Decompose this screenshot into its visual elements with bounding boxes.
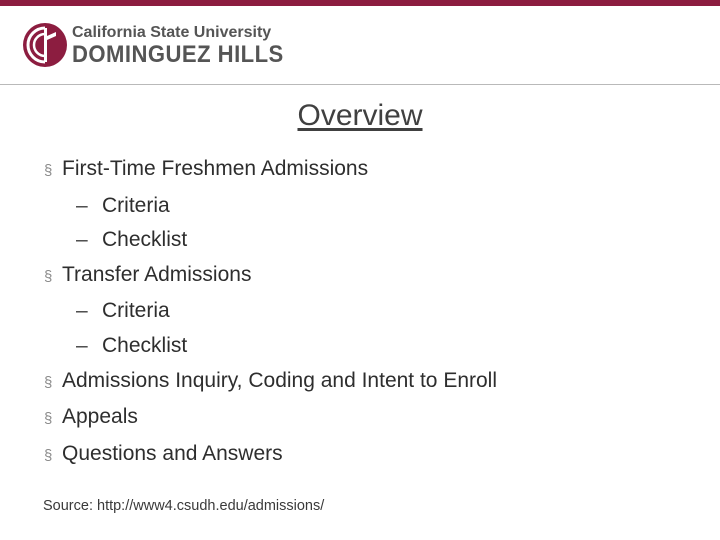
bullet-item [44,258,704,295]
bullet-marker: § [44,373,53,391]
bullet-text: Questions and Answers [62,441,283,465]
header-divider [0,84,720,85]
sub-bullet-item [44,294,704,329]
bullet-text: Appeals [62,405,138,429]
overview-bullet-list [44,152,704,473]
dash-marker: – [76,333,88,357]
bullet-text: Admissions Inquiry, Coding and Intent to Enroll [62,368,498,392]
bullet-marker: § [44,162,53,179]
slide-title: Overview [297,99,423,132]
bullet-item [44,437,704,474]
dash-marker: – [76,228,88,252]
bullet-text: Criteria [102,299,170,323]
sub-bullet-item [44,223,704,258]
bullet-text: Criteria [102,193,170,217]
university-seal-icon [22,22,68,68]
logo-text-dominguez-hills: DOMINGUEZ HILLS [72,41,284,68]
sub-bullet-item [44,189,704,224]
bullet-marker: § [44,446,53,464]
sub-bullet-item [44,329,704,364]
bullet-marker: § [44,410,53,428]
bullet-text: First-Time Freshmen Admissions [62,157,369,180]
dash-marker: – [76,193,88,217]
bullet-text: Checklist [102,333,188,357]
bullet-text: Transfer Admissions [62,262,252,286]
university-logo [22,22,284,70]
bullet-item [44,152,704,189]
logo-text-california-state-university: California State University [72,24,272,41]
bullet-marker: § [44,267,53,285]
brand-top-bar [0,0,720,6]
bullet-text: Checklist [102,228,188,252]
source-citation: Source: http://www4.csudh.edu/admissions/ [43,498,325,514]
bullet-item [44,400,704,437]
bullet-item [44,364,704,401]
dash-marker: – [76,299,88,323]
